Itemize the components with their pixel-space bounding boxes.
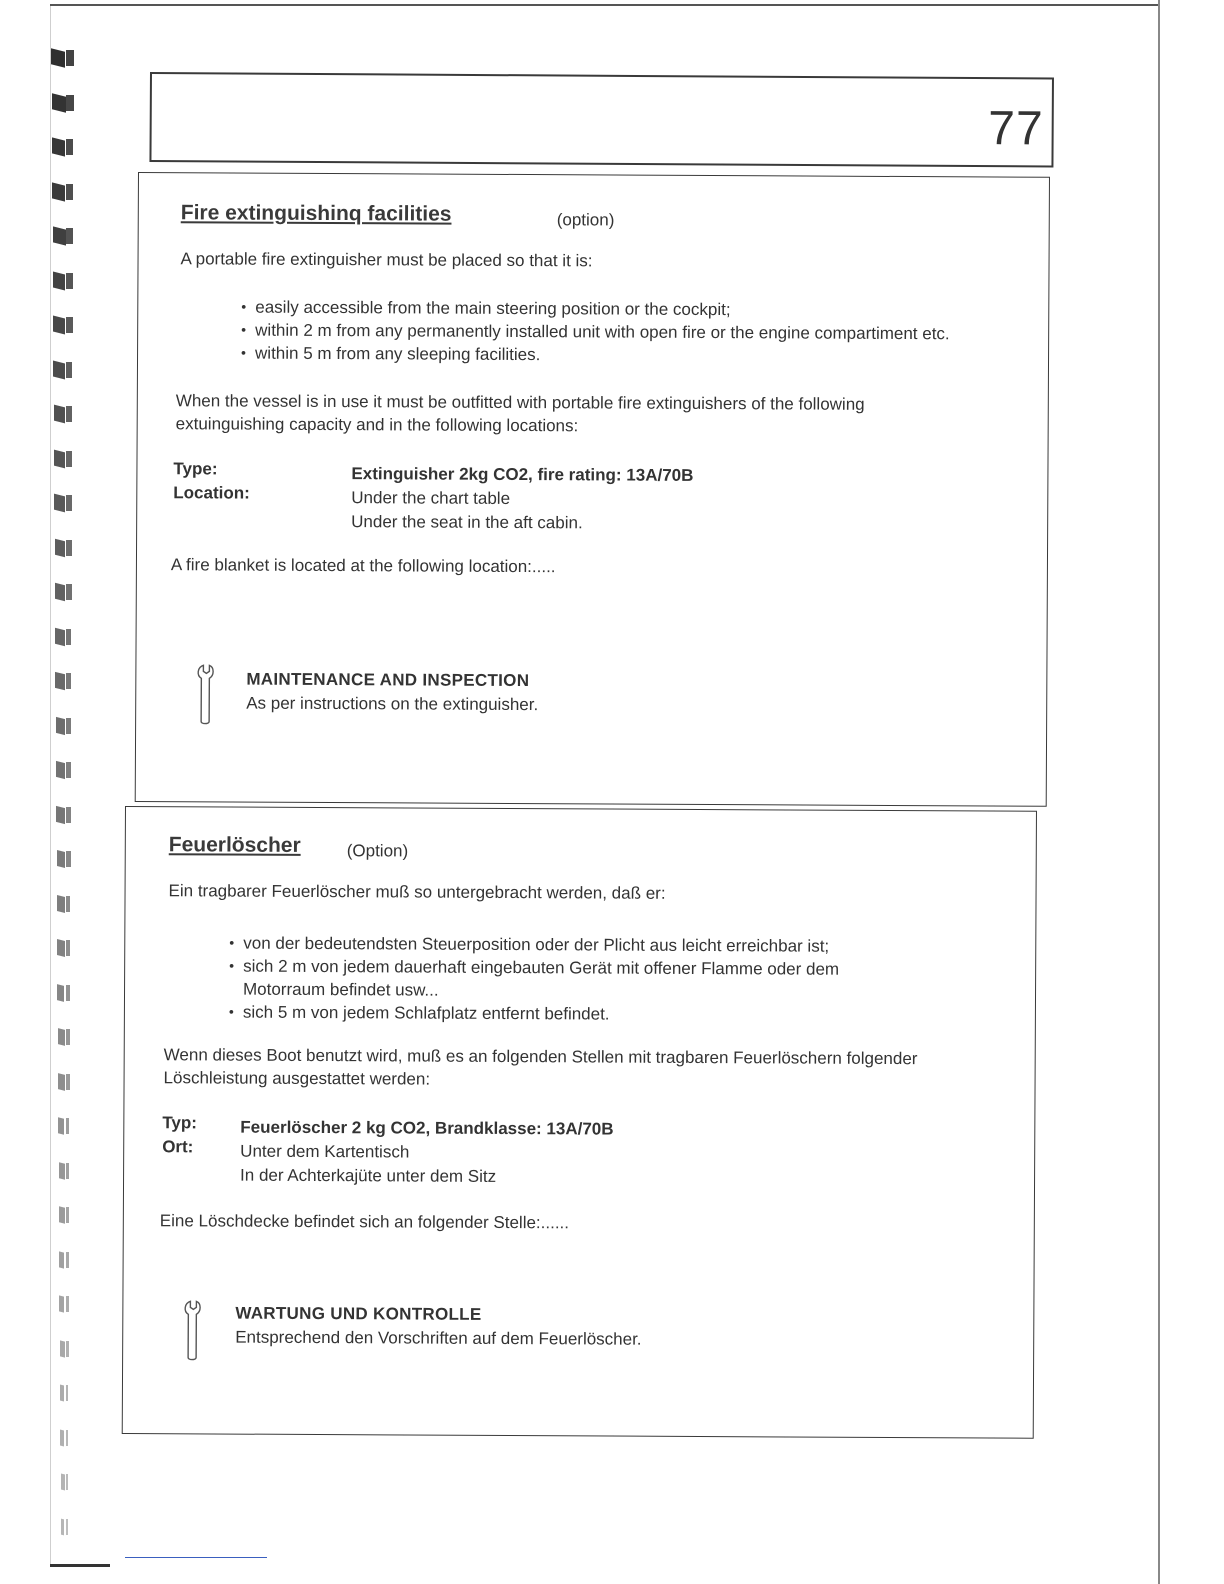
maintenance-heading: MAINTENANCE AND INSPECTION xyxy=(246,669,530,691)
option-note: (Option) xyxy=(346,841,409,861)
binding-ring xyxy=(48,1385,78,1405)
binding-ring xyxy=(48,95,78,115)
placement-list xyxy=(229,932,839,1027)
binding-ring xyxy=(48,451,78,471)
location-value-1: Under the chart table xyxy=(351,488,511,508)
binding-ring xyxy=(48,540,78,560)
section-english xyxy=(135,172,1050,807)
binding-ring xyxy=(48,1252,78,1272)
binding-ring xyxy=(48,184,78,204)
binding-ring xyxy=(48,985,78,1005)
binding-ring xyxy=(48,1430,78,1450)
binding-ring xyxy=(48,940,78,960)
section-title: Feuerlöscher xyxy=(168,833,301,857)
binding-ring xyxy=(48,584,78,604)
binding-ring xyxy=(48,139,78,159)
binding-ring xyxy=(48,807,78,827)
top-edge-rule xyxy=(50,4,1160,6)
outfit-line-2: Löschleistung ausgestattet werden: xyxy=(163,1068,431,1089)
footnote-rule xyxy=(125,1557,267,1558)
binding-ring xyxy=(48,1296,78,1316)
binding-ring xyxy=(48,273,78,293)
intro-text: A portable fire extinguisher must be placed so that it is: xyxy=(180,249,593,271)
binding-ring xyxy=(48,1341,78,1361)
maintenance-text: As per instructions on the extinguisher. xyxy=(246,693,539,715)
binding-ring xyxy=(48,1163,78,1183)
intro-text: Ein tragbarer Feuerlöscher muß so untergebracht werden, daß er: xyxy=(168,881,666,903)
list-item: • within 5 m from any sleeping facilities. xyxy=(241,342,950,369)
list-item: • within 2 m from any permanently installed unit with open fire or the engine compartiment etc. xyxy=(241,319,950,346)
section-title: Fire extinguishinq facilities xyxy=(180,201,452,226)
binding-ring xyxy=(48,228,78,248)
location-label: Ort: xyxy=(162,1137,194,1157)
bottom-edge-mark xyxy=(50,1564,110,1567)
binding-ring xyxy=(48,673,78,693)
binding-ring xyxy=(48,629,78,649)
fire-blanket-text: A fire blanket is located at the following location:..... xyxy=(170,555,556,577)
binding-ring xyxy=(48,1207,78,1227)
list-item: • easily accessible from the main steering position or the cockpit; xyxy=(241,296,950,323)
placement-list xyxy=(241,296,950,369)
outfit-text xyxy=(164,1043,918,1093)
spiral-binding xyxy=(48,40,88,1570)
list-item: • von der bedeutendsten Steuerposition oder der Plicht aus leicht erreichbar ist; xyxy=(229,932,839,958)
binding-ring xyxy=(48,1519,78,1539)
binding-ring xyxy=(48,896,78,916)
binding-ring xyxy=(48,1474,78,1494)
section-german xyxy=(122,806,1037,1439)
location-label: Location: xyxy=(173,483,250,503)
list-item-continuation: Motorraum befindet usw... xyxy=(242,979,439,1000)
binding-ring xyxy=(48,1029,78,1049)
page-number: 77 xyxy=(988,102,1044,156)
binding-ring xyxy=(48,495,78,515)
binding-ring xyxy=(48,1074,78,1094)
binding-ring xyxy=(48,851,78,871)
binding-ring xyxy=(48,406,78,426)
outfit-line-1: Wenn dieses Boot benutzt wird, muß es an folgenden Stellen mit tragbaren Feuerlöschern folgender xyxy=(163,1045,918,1069)
list-item-text: sich 2 m von jedem dauerhaft eingebauten Gerät mit offener Flamme oder dem xyxy=(243,956,840,979)
outfit-text xyxy=(176,389,865,439)
binding-ring xyxy=(48,1118,78,1138)
type-label: Type: xyxy=(173,459,218,479)
option-note: (option) xyxy=(556,210,615,230)
binding-ring xyxy=(48,317,78,337)
binding-ring xyxy=(48,362,78,382)
list-item: • sich 5 m von jedem Schlafplatz entfernt befindet. xyxy=(229,1001,839,1027)
list-item xyxy=(229,955,839,1004)
location-value-2: In der Achterkajüte unter dem Sitz xyxy=(240,1165,497,1186)
binding-ring xyxy=(48,762,78,782)
right-edge-rule xyxy=(1158,0,1160,1584)
binding-ring xyxy=(48,50,78,70)
maintenance-heading: WARTUNG UND KONTROLLE xyxy=(235,1303,482,1324)
maintenance-text: Entsprechend den Vorschriften auf dem Feuerlöscher. xyxy=(235,1327,642,1349)
wrench-icon xyxy=(194,663,218,725)
fire-blanket-text: Eine Löschdecke befindet sich an folgender Stelle:...... xyxy=(159,1211,570,1233)
outfit-line-2: extuinguishing capacity and in the following locations: xyxy=(175,414,579,436)
location-value-1: Unter dem Kartentisch xyxy=(240,1141,410,1162)
location-value-2: Under the seat in the aft cabin. xyxy=(351,512,583,533)
type-value: Extinguisher 2kg CO2, fire rating: 13A/70B xyxy=(351,464,694,485)
page-header-box xyxy=(149,72,1054,168)
binding-ring xyxy=(48,718,78,738)
wrench-icon xyxy=(181,1299,205,1361)
type-value: Feuerlöscher 2 kg CO2, Brandklasse: 13A/70B xyxy=(240,1117,614,1139)
outfit-line-1: When the vessel is in use it must be outfitted with portable fire extinguishers of the following xyxy=(175,391,865,414)
type-label: Typ: xyxy=(162,1113,198,1133)
